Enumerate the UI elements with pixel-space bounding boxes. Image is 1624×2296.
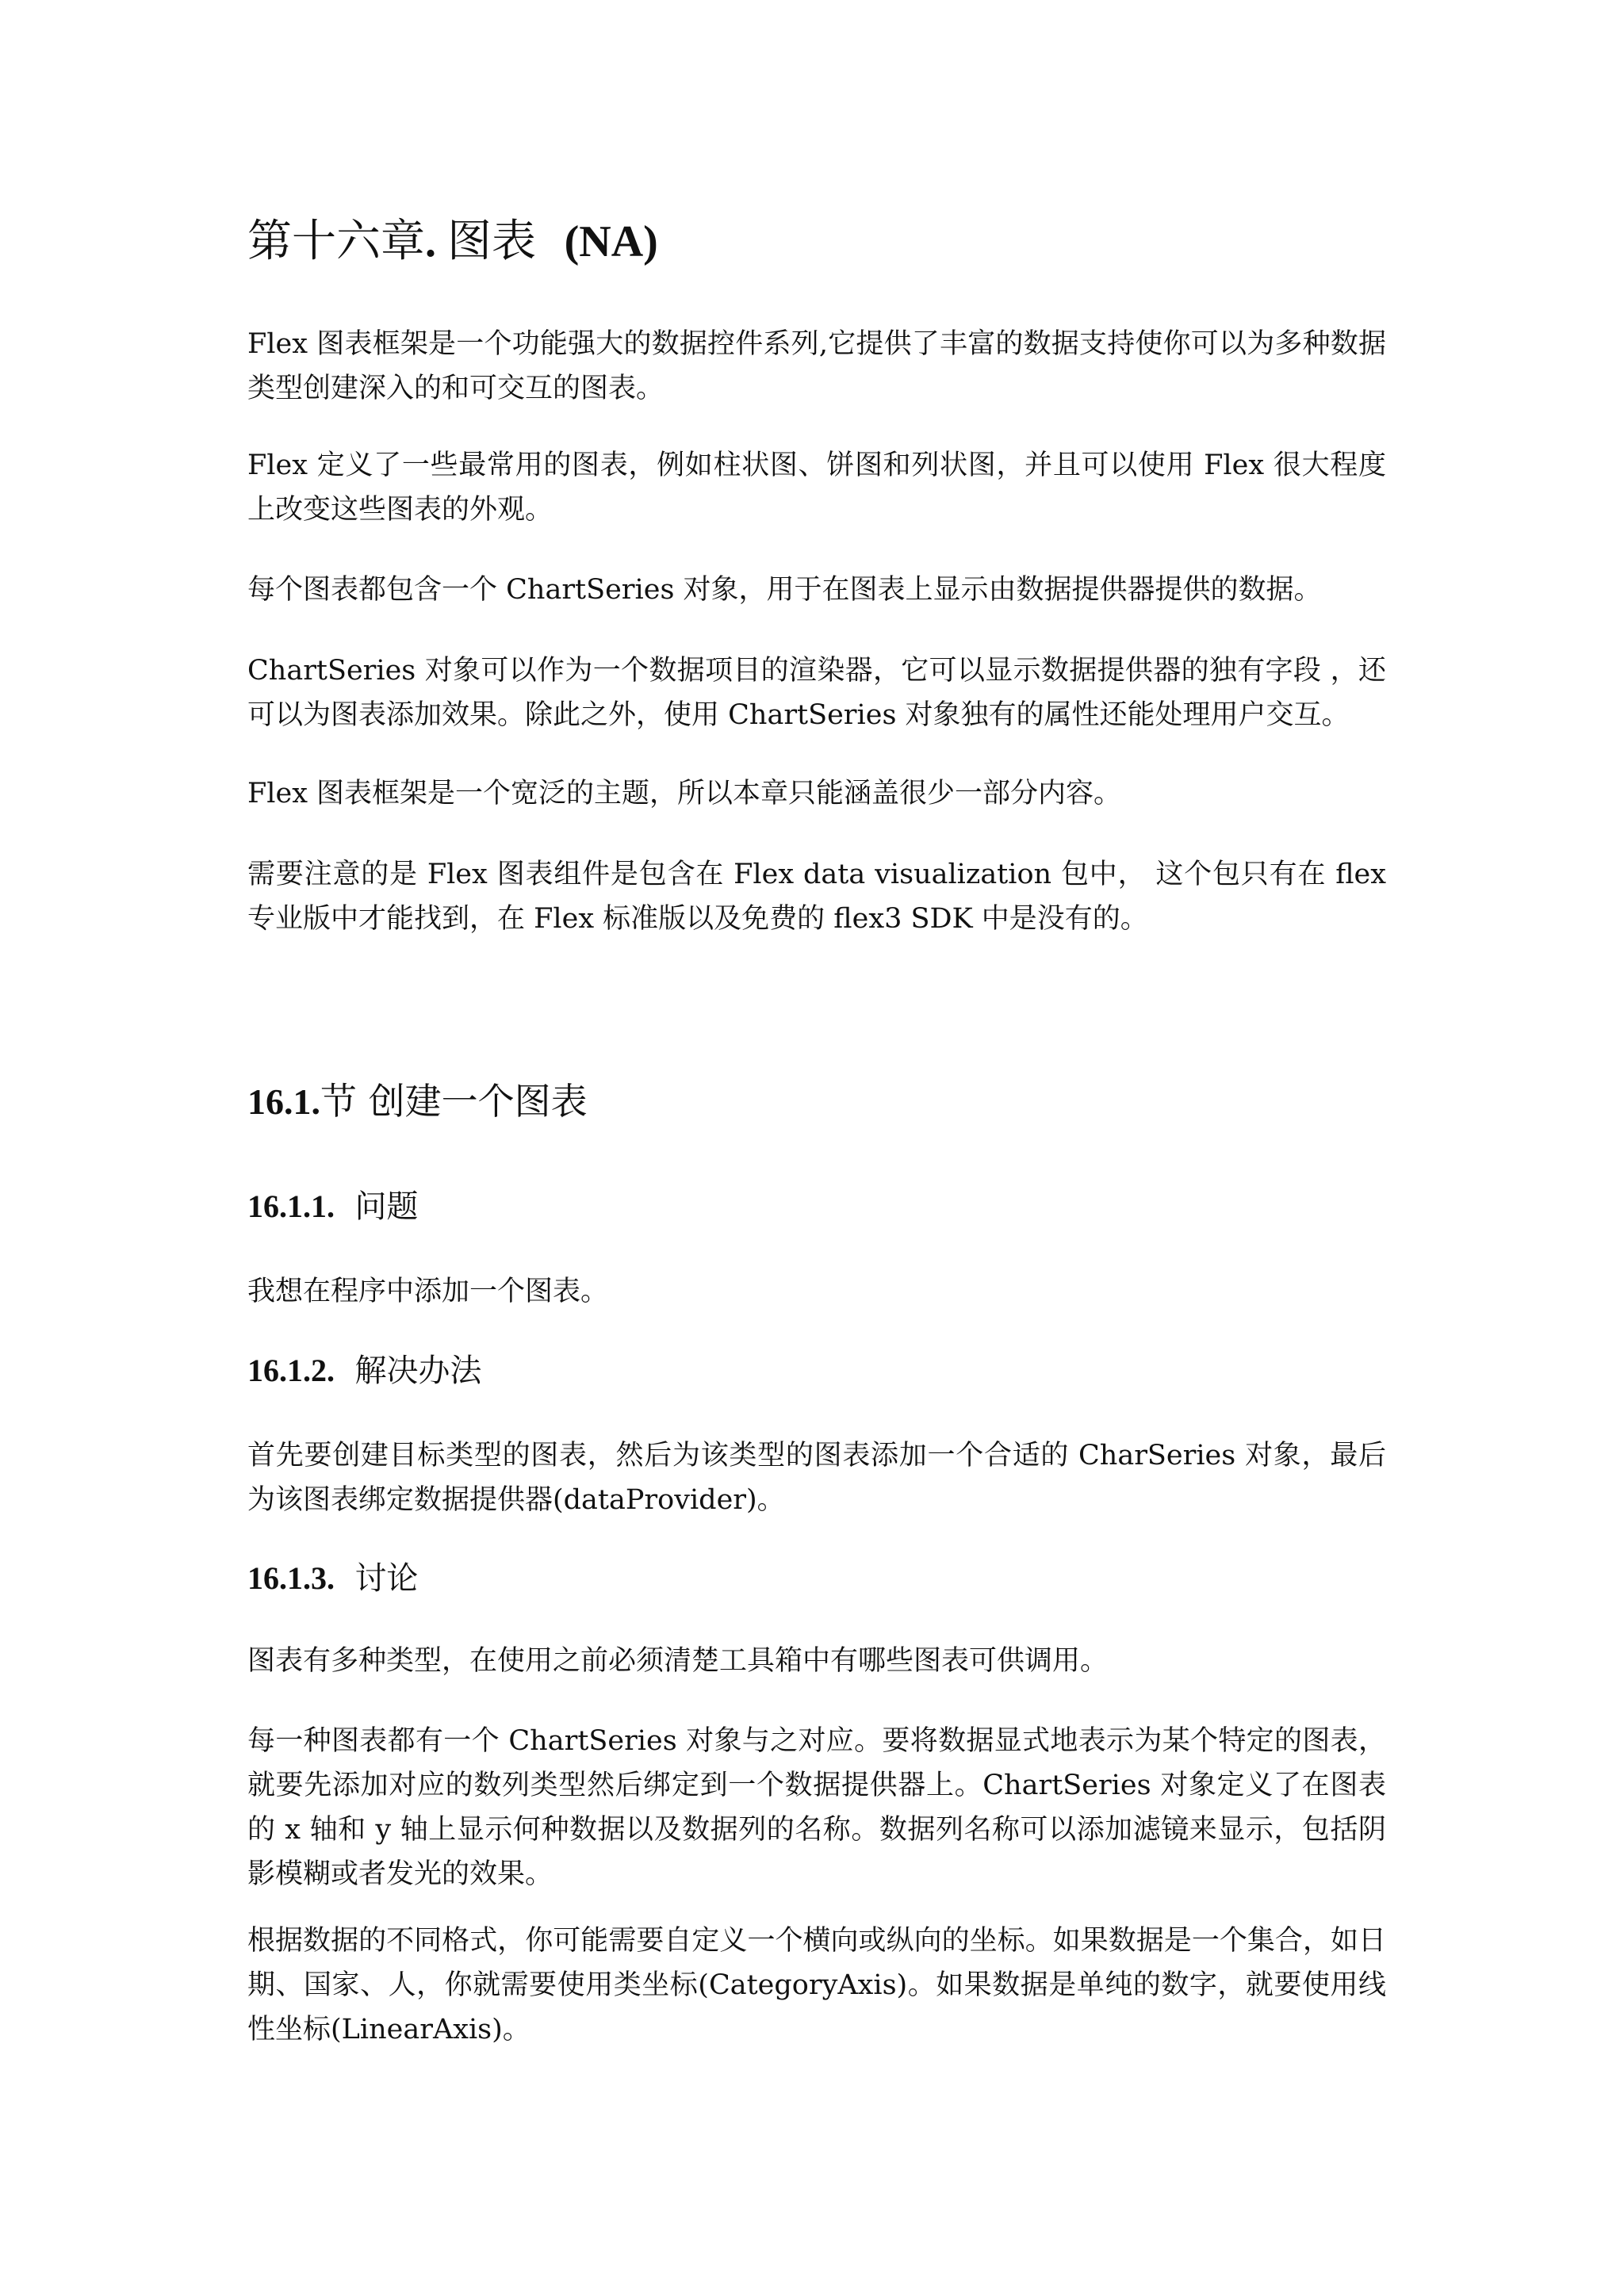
chapter-separator: . <box>425 217 447 266</box>
subsection-number: 16.1.3. <box>247 1560 335 1596</box>
paragraph: 首先要创建目标类型的图表，然后为该类型的图表添加一个合适的 CharSeries 对象，最后为该图表绑定数据提供器(dataProvider)。 <box>247 1440 1386 1516</box>
chapter-prefix: 第十六章 <box>247 216 425 267</box>
paragraph: 每一种图表都有一个 ChartSeries 对象与之对应。要将数据显式地表示为某个特定的图表，就要先添加对应的数列类型然后绑定到一个数据提供器上。ChartSeries 对象定义了在图表的 x 轴和 y 轴上显示何种数据以及数据列的名称。数据列名称可以添加滤镜来显示，包括阴影模糊或者发光的效果。 <box>247 1725 1386 1890</box>
subsection-title-text: 讨论 <box>354 1560 419 1597</box>
subsection-title-text: 问题 <box>354 1188 419 1225</box>
subsection-number: 16.1.2. <box>247 1353 335 1388</box>
paragraph: 需要注意的是 Flex 图表组件是包含在 Flex data visualization 包中， 这个包只有在 flex 专业版中才能找到，在 Flex 标准版以及免费的 flex3 SDK 中是没有的。 <box>247 859 1386 935</box>
chapter-tag: (NA) <box>564 217 658 266</box>
section-number: 16.1. <box>247 1081 320 1122</box>
subsection-title <box>247 1184 418 1229</box>
paragraph: 根据数据的不同格式，你可能需要自定义一个横向或纵向的坐标。如果数据是一个集合，如日期、国家、人，你就需要使用类坐标(CategoryAxis)。如果数据是单纯的数字，就要使用线性坐标(LinearAxis)。 <box>247 1925 1386 2045</box>
chapter-title <box>247 210 658 274</box>
paragraph: 每个图表都包含一个 ChartSeries 对象，用于在图表上显示由数据提供器提供的数据。 <box>247 574 1322 606</box>
paragraph: Flex 图表框架是一个宽泛的主题，所以本章只能涵盖很少一部分内容。 <box>247 778 1122 809</box>
paragraph: 我想在程序中添加一个图表。 <box>247 1276 609 1307</box>
subsection-number: 16.1.1. <box>247 1188 335 1224</box>
paragraph: 图表有多种类型，在使用之前必须清楚工具箱中有哪些图表可供调用。 <box>247 1645 1109 1677</box>
section-title-text: 节 创建一个图表 <box>320 1080 588 1123</box>
section-title <box>247 1076 588 1127</box>
chapter-title-text: 图表 <box>447 216 536 267</box>
subsection-title <box>247 1556 418 1601</box>
subsection-title-text: 解决办法 <box>354 1353 482 1389</box>
paragraph: Flex 图表框架是一个功能强大的数据控件系列,它提供了丰富的数据支持使你可以为多种数据类型创建深入的和可交互的图表。 <box>247 328 1386 404</box>
paragraph: Flex 定义了一些最常用的图表，例如柱状图、饼图和列状图，并且可以使用 Flex 很大程度上改变这些图表的外观。 <box>247 450 1386 526</box>
subsection-title <box>247 1349 481 1393</box>
paragraph: ChartSeries 对象可以作为一个数据项目的渲染器，它可以显示数据提供器的独有字段 ，还可以为图表添加效果。除此之外，使用 ChartSeries 对象独有的属性还能处理用户交互。 <box>247 655 1386 731</box>
